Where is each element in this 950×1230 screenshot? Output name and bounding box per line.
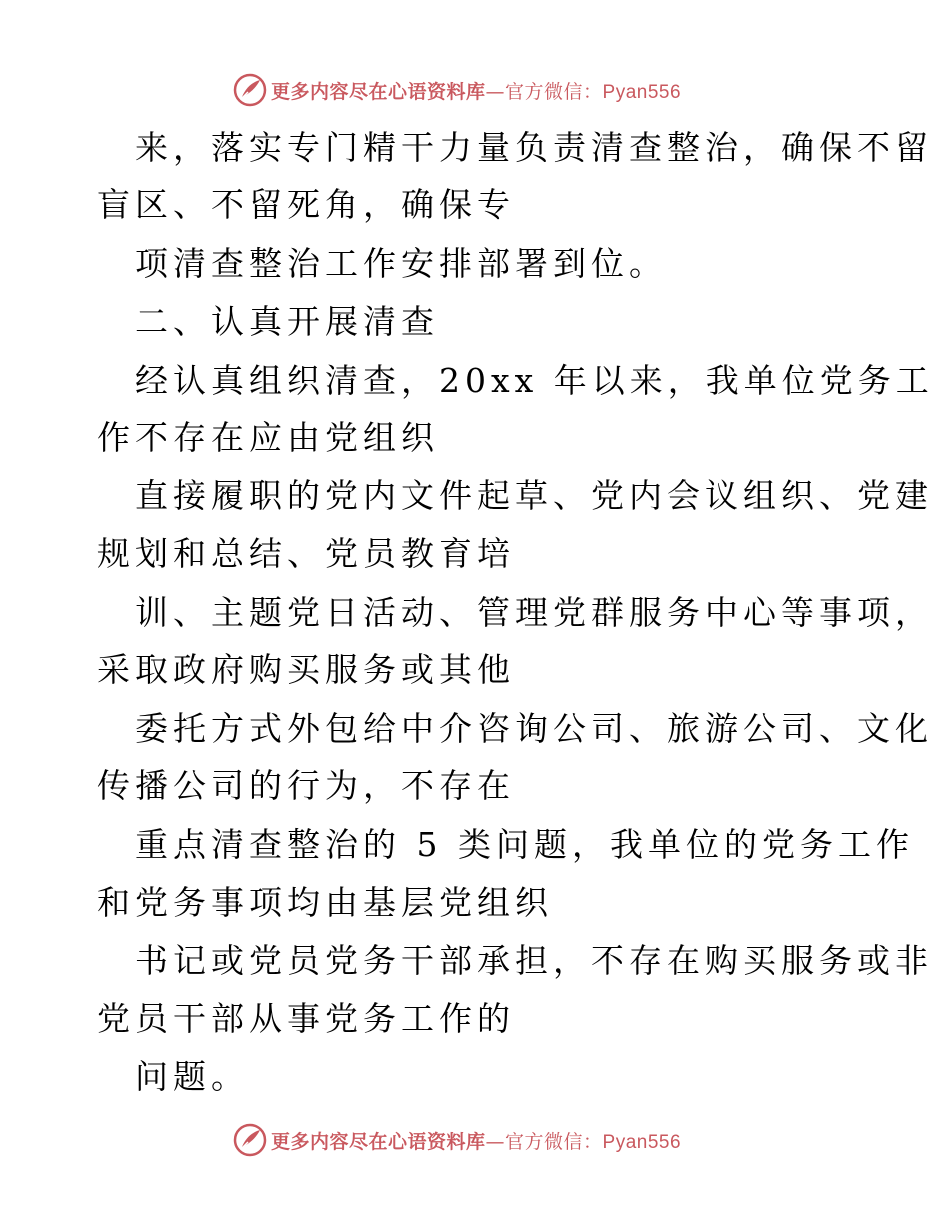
text-line: 采取政府购买服务或其他 xyxy=(97,650,515,689)
text-line: 经认真组织清查，20xx 年以来，我单位党务工 xyxy=(135,361,934,400)
text-line: 盲区、不留死角，确保专 xyxy=(97,185,515,224)
text-line: 和党务事项均由基层党组织 xyxy=(97,883,553,922)
watermark-wechat-label: 官方微信： xyxy=(505,1130,603,1153)
section-heading: 二、认真开展清查 xyxy=(135,302,439,341)
text-line: 训、主题党日活动、管理党群服务中心等事项， xyxy=(135,593,933,632)
text-line: 直接履职的党内文件起草、党内会议组织、党建 xyxy=(135,476,933,515)
text-line: 重点清查整治的 5 类问题，我单位的党务工作 xyxy=(135,825,914,864)
text-line: 党员干部从事党务工作的 xyxy=(97,999,515,1038)
watermark-site-name: 更多内容尽在心语资料库 xyxy=(271,80,486,103)
text-line: 规划和总结、党员教育培 xyxy=(97,534,515,573)
text-line: 委托方式外包给中介咨询公司、旅游公司、文化 xyxy=(135,709,933,748)
footer-watermark xyxy=(233,1122,681,1158)
header-watermark xyxy=(233,72,681,108)
text-line: 传播公司的行为，不存在 xyxy=(97,766,515,805)
text-line: 问题。 xyxy=(135,1057,249,1096)
watermark-wechat-id: Pyan556 xyxy=(602,81,682,103)
watermark-separator: — xyxy=(485,1130,506,1153)
text-line: 作不存在应由党组织 xyxy=(97,418,439,457)
watermark-site-name: 更多内容尽在心语资料库 xyxy=(271,1130,486,1153)
text-line: 书记或党员党务干部承担，不存在购买服务或非 xyxy=(135,941,933,980)
feather-logo-icon xyxy=(233,1123,267,1157)
text-line: 项清查整治工作安排部署到位。 xyxy=(135,244,667,283)
watermark-wechat-id: Pyan556 xyxy=(602,1131,682,1153)
feather-logo-icon xyxy=(233,73,267,107)
text-line: 来，落实专门精干力量负责清查整治，确保不留 xyxy=(135,128,933,167)
watermark-separator: — xyxy=(485,80,506,103)
watermark-wechat-label: 官方微信： xyxy=(505,80,603,103)
